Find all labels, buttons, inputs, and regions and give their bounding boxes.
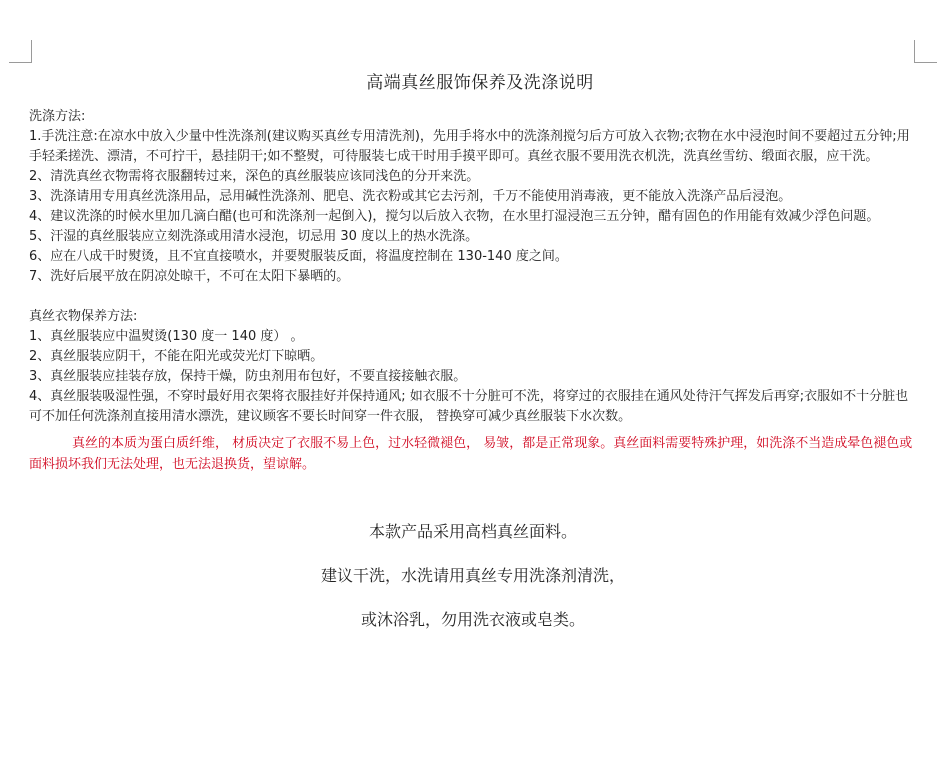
- blank-line: [29, 287, 917, 307]
- page-corner-mark-top-left: [9, 40, 32, 63]
- closing-line-1: 本款产品采用高档真丝面料。: [368, 522, 577, 541]
- washing-item-1: 1.手洗注意:在凉水中放入少量中性洗涤剂(建议购买真丝专用清洗剂)，先用手将水中的洗涤剂搅匀后方可放入衣物;衣物在水中浸泡时间不要超过五分钟;用手轻柔搓洗、漂清，不可拧干，悬挂阴干;如不整熨，可待服装七成干时用手摸平即可。真丝衣服不要用洗衣机洗，洗真丝雪纺、缎面衣服，应干洗。: [29, 129, 910, 164]
- washing-item-6: 6、应在八成干时熨烫，且不宜直接喷水，并要熨服装反面，将温度控制在 130-140 度之间。: [29, 249, 568, 264]
- document-title: 高端真丝服饰保养及洗涤说明: [366, 73, 594, 93]
- care-item-1: 1、真丝服装应中温熨烫(130 度一 140 度） 。: [29, 329, 304, 344]
- closing-block: [29, 522, 917, 654]
- washing-item-7: 7、洗好后展平放在阴凉处晾干，不可在太阳下暴晒的。: [29, 269, 350, 284]
- care-item-4: 4、真丝服装吸湿性强，不穿时最好用衣架将衣服挂好并保持通风; 如衣服不十分脏可不洗，将穿过的衣服挂在通风处待汗气挥发后再穿;衣服如不十分脏也可不加任何洗涤剂直接用清水漂洗，建议顾客不要长时间穿一件衣服， 替换穿可减少真丝服装下水次数。: [29, 389, 909, 424]
- care-item-3: 3、真丝服装应挂装存放，保持干燥，防虫剂用布包好，不要直接接触衣服。: [29, 369, 467, 384]
- washing-item-3: 3、洗涤请用专用真丝洗涤用品，忌用碱性洗涤剂、肥皂、洗衣粉或其它去污剂，千万不能使用消毒液，更不能放入洗涤产品后浸泡。: [29, 189, 792, 204]
- closing-line-3: 或沐浴乳，勿用洗衣液或皂类。: [360, 610, 585, 629]
- care-item-2: 2、真丝服装应阴干，不能在阳光或荧光灯下晾晒。: [29, 349, 324, 364]
- washing-heading: 洗涤方法:: [29, 109, 86, 124]
- washing-item-2: 2、清洗真丝衣物需将衣服翻转过来，深色的真丝服装应该同浅色的分开来洗。: [29, 169, 480, 184]
- washing-item-5: 5、汗湿的真丝服装应立刻洗涤或用清水浸泡，切忌用 30 度以上的热水洗涤。: [29, 229, 479, 244]
- care-heading: 真丝衣物保养方法:: [29, 309, 138, 324]
- closing-line-2: 建议干洗，水洗请用真丝专用洗涤剂清洗，: [320, 566, 625, 585]
- document-page: [29, 68, 917, 654]
- red-notice: 真丝的本质为蛋白质纤维， 材质决定了衣服不易上色，过水轻微褪色， 易皱，都是正常现象。真丝面料需要特殊护理，如洗涤不当造成晕色褪色或面料损坏我们无法处理，也无法退换货，望谅解。: [29, 436, 913, 472]
- washing-item-4: 4、建议洗涤的时候水里加几滴白醋(也可和洗涤剂一起倒入)，搅匀以后放入衣物，在水里打湿浸泡三五分钟，醋有固色的作用能有效减少浮色问题。: [29, 209, 880, 224]
- page-corner-mark-top-right: [914, 40, 937, 63]
